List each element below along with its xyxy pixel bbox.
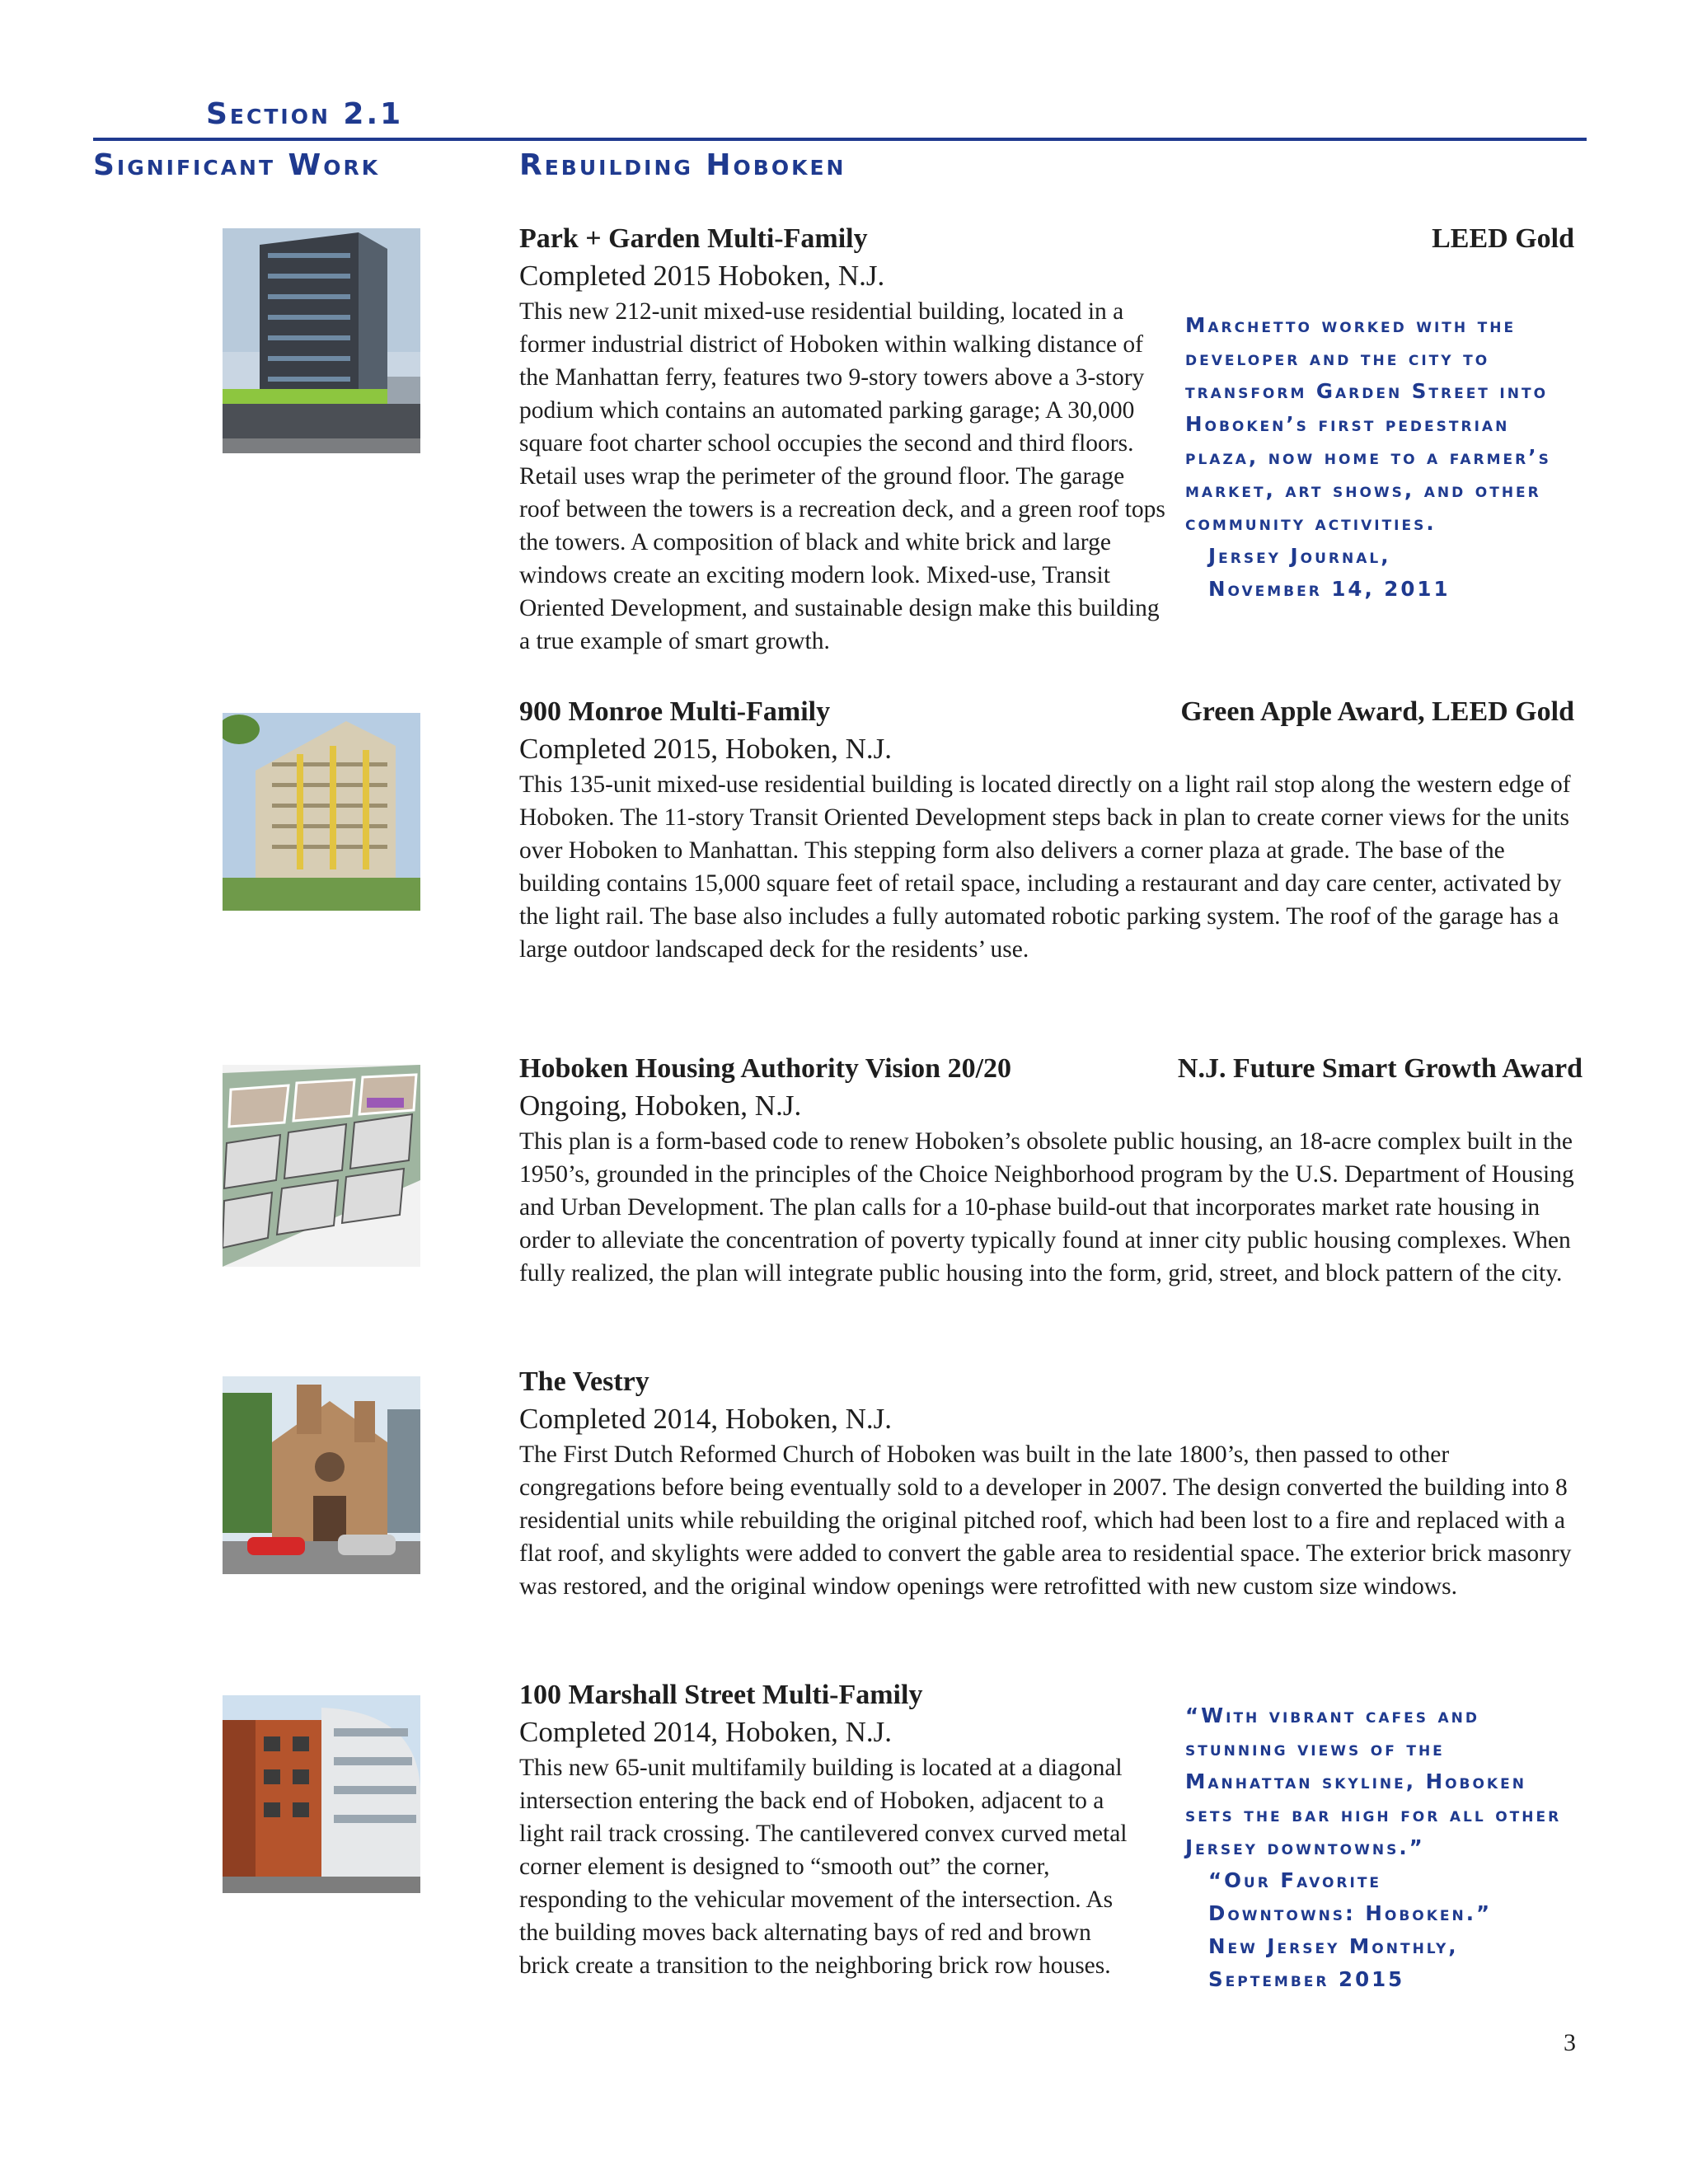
project-title: 100 Marshall Street Multi-Family (519, 1680, 923, 1710)
project-award: Green Apple Award, LEED Gold (1180, 696, 1574, 727)
quote-citation: September 2015 (1208, 1967, 1405, 1991)
project-title: Hoboken Housing Authority Vision 20/20 (519, 1053, 1012, 1084)
page-number: 3 (1564, 2029, 1576, 2056)
project-title: 900 Monroe Multi-Family (519, 696, 831, 727)
project-subtitle: Completed 2014, Hoboken, N.J. (519, 1403, 893, 1435)
quote-text: “With vibrant cafes and stunning views of the Manhattan skyline, Hoboken sets the bar high for all other Jersey downtowns.” (1185, 1704, 1562, 1859)
vision-2020-plan (223, 1065, 420, 1267)
project-description: The First Dutch Reformed Church of Hoboken was built in the late 1800’s, then passed to other congregations before being eventually sold to a developer in 2007. The design converted the building into 8 residential units while rebuilding the original pitched roof, which had been lost to a fire and replaced with a flat roof, and skylights were added to convert the gable area to residential space. The exterior brick masonry was restored, and the original window openings were retrofitted with new custom size windows. (519, 1441, 1572, 1600)
quote-citation: “Our Favorite (1208, 1868, 1382, 1892)
quote-text: Marchetto worked with the developer and the city to transform Garden Street into Hoboken’s first pedestrian plaza, now home to a farmer’s market, art shows, and other community activities. (1185, 313, 1551, 535)
100-marshall-photo (223, 1695, 420, 1893)
project-description: This new 212-unit mixed-use residential building, located in a former industrial district of Hoboken within walking distance of the Manhattan ferry, features two 9-story towers above a 3-story podium which contains an automated parking garage; A 30,000 square foot charter school occupies the second and third floors. Retail uses wrap the perimeter of the ground floor. The garage roof between the towers is a recreation deck, and a green roof tops the towers. A composition of black and white brick and large windows create an exciting modern look. Mixed-use, Transit Oriented Development, and sustainable design make this building a true example of smart growth. (519, 298, 1165, 654)
page-heading: Rebuilding Hoboken (519, 148, 846, 182)
pull-quote-jersey-journal (1185, 309, 1581, 606)
project-description: This 135-unit mixed-use residential building is located directly on a light rail stop along the western edge of Hoboken. The 11-story Transit Oriented Development steps back in plan to create corner views for the units over Hoboken to Manhattan. This stepping form also delivers a corner plaza at grade. The base of the building contains 15,000 square feet of retail space, including a restaurant and day care center, activated by the light rail. The base also includes a fully automated robotic parking system. The roof of the garage has a large outdoor landscaped deck for the residents’ use. (519, 771, 1571, 963)
park-garden-photo (223, 228, 420, 453)
project-vision-2020 (519, 1051, 1582, 1290)
project-award: LEED Gold (1432, 223, 1574, 254)
header-rule (93, 138, 1587, 141)
project-subtitle: Completed 2015 Hoboken, N.J. (519, 260, 885, 292)
vestry-photo (223, 1376, 420, 1574)
pull-quote-nj-monthly (1185, 1699, 1573, 1996)
project-vestry (519, 1364, 1582, 1603)
project-subtitle: Completed 2014, Hoboken, N.J. (519, 1716, 893, 1748)
project-subtitle: Completed 2015, Hoboken, N.J. (519, 733, 893, 765)
900-monroe-photo (223, 713, 420, 911)
project-900-monroe (519, 694, 1574, 966)
project-title: The Vestry (519, 1366, 649, 1397)
quote-citation: New Jersey Monthly, (1208, 1934, 1459, 1958)
section-label: Section 2.1 (206, 97, 404, 131)
project-100-marshall (519, 1677, 1162, 1982)
project-description: This new 65-unit multifamily building is located at a diagonal intersection entering the back end of Hoboken, adjacent to a light rail track crossing. The cantilevered convex curved metal corner element is designed to “smooth out” the corner, responding to the vehicular movement of the intersection. As the building moves back alternating bays of red and brown brick create a transition to the neighboring brick row houses. (519, 1755, 1128, 1979)
quote-citation: Jersey Journal, (1208, 544, 1391, 568)
quote-citation: Downtowns: Hoboken.” (1208, 1901, 1493, 1925)
section-heading: Significant Work (93, 148, 381, 182)
project-title: Park + Garden Multi-Family (519, 223, 868, 254)
quote-citation: November 14, 2011 (1208, 577, 1451, 601)
project-subtitle: Ongoing, Hoboken, N.J. (519, 1090, 802, 1122)
project-description: This plan is a form-based code to renew Hoboken’s obsolete public housing, an 18-acre complex built in the 1950’s, grounded in the principles of the Choice Neighborhood program by the U.S. Department of Housing and Urban Development. The plan calls for a 10-phase build-out that incorporates market rate housing in order to alleviate the concentration of poverty typically found at inner city public housing complexes. When fully realized, the plan will integrate public housing into the form, grid, street, and block pattern of the city. (519, 1128, 1574, 1286)
project-award: N.J. Future Smart Growth Award (1177, 1053, 1582, 1084)
